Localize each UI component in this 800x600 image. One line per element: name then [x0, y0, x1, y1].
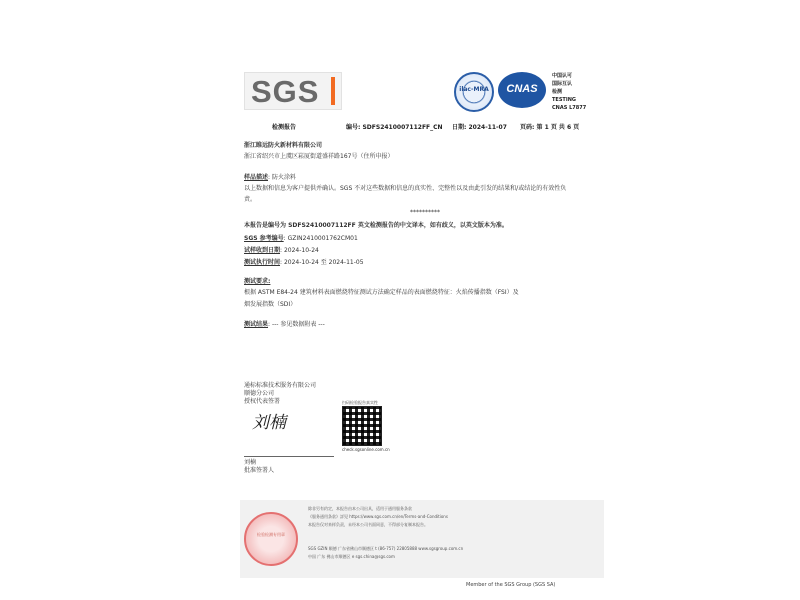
ilac-mra-logo	[454, 72, 494, 112]
requirement-line-2: 烟发展指数（SDI）	[244, 301, 297, 308]
signature-line	[244, 456, 334, 457]
sgs-logo-accent	[331, 77, 335, 105]
client-address: 浙江省绍兴市上虞区崧厦街道盛祥路167号（住所申报）	[244, 153, 394, 160]
sample-description: 样品描述: 防火涂料	[244, 174, 296, 181]
signatory-company-block	[244, 382, 316, 406]
handwritten-signature: 刘楠	[252, 413, 286, 433]
test-result: 测试结果: --- 参见数据附表 ---	[244, 321, 325, 328]
stamp-text: 检验检测专用章	[257, 532, 285, 537]
received-label: 试样收到日期	[244, 247, 281, 254]
sgs-logo	[244, 72, 342, 110]
testing-period: 测试执行时间: 2024-10-24 至 2024-11-05	[244, 259, 364, 266]
qr-bottom-label: check.sgsonline.com.cn	[342, 447, 390, 452]
footer-line-3: 本报告仅对来样负责，未经本公司书面同意，不得部分复制本报告。	[308, 522, 428, 527]
signatory-title: 批准签署人	[244, 467, 275, 474]
client-name: 浙江睢远防火新材料有限公司	[244, 142, 323, 149]
received-value: 2024-10-24	[283, 247, 319, 254]
signatory-company: 通标标准技术服务有限公司	[244, 382, 317, 389]
result-label: 测试结果	[244, 321, 269, 328]
disclaimer-text: 以上数据和信息为客户提供并确认。SGS 不对这些数据和信息的真实性、完整性以及由此引发的结果和/或结论的有效性负责。	[244, 185, 567, 203]
sgs-logo-text: SGS	[251, 74, 320, 109]
sample-received-date: 试样收到日期: 2024-10-24	[244, 247, 319, 254]
footer-line-5: 中国 广东 佛山市顺德区 e sgs.china@sgs.com	[308, 554, 395, 559]
report-number: 编号: SDFS2410007112FF_CN	[346, 124, 443, 131]
cnas-label: CNAS	[506, 83, 538, 95]
qr-top-label: 扫码检验报告真实性	[342, 400, 378, 405]
sgs-reference-value: GZIN2410001762CM01	[287, 235, 358, 242]
report-page	[234, 58, 606, 588]
requirement-label: 测试要求:	[244, 278, 271, 285]
signatory-name: 刘楠	[244, 459, 257, 466]
ilac-mra-label: ilac-MRA	[459, 86, 489, 93]
signatory-role: 授权代表签署	[244, 398, 281, 405]
signatory-branch: 顺德分公司	[244, 390, 275, 397]
footer-line-4: SGS GZIN 顺德 广东省佛山市顺德区 t (86-757) 22805888 www.sgsgroup.com.cn	[308, 546, 464, 551]
report-date: 日期: 2024-11-07	[452, 124, 507, 131]
translation-note: 本报告是编号为 SDFS2410007112FF 英文检测报告的中文译本，如有歧义，以英文版本为准。	[244, 222, 508, 229]
separator-stars: **********	[410, 209, 440, 216]
footer-line-2[interactable]: 《服务通用条款》詳见 https://www.sgs.com.cn/en/Terms-and-Conditions	[308, 514, 448, 519]
sgs-group-member: Member of the SGS Group (SGS SA)	[466, 582, 556, 588]
inspection-stamp	[244, 512, 298, 566]
cnas-logo	[498, 72, 546, 108]
report-title: 检测报告	[272, 124, 297, 131]
signatory-name-block	[244, 459, 274, 475]
sample-value: 防火涂料	[271, 174, 296, 181]
footer-line-1: 除非另有约定，本报告由本公司出具，适用于通用服务条款	[308, 506, 412, 511]
verification-qr-code[interactable]	[342, 406, 382, 446]
report-page-count: 页码: 第 1 页 共 6 页	[520, 124, 580, 131]
sgs-reference: SGS 参考编号: GZIN2410001762CM01	[244, 235, 358, 242]
requirement-line-1: 根据 ASTM E84-24 建筑材料表面燃烧特征测试方法确定样品的表面燃烧特征：火焰传播指数（FSI）及	[244, 289, 519, 296]
testing-period-label: 测试执行时间	[244, 259, 281, 266]
result-value: --- 参见数据附表 ---	[271, 321, 325, 328]
sgs-reference-label: SGS 参考编号	[244, 235, 284, 242]
testing-period-value: 2024-10-24 至 2024-11-05	[283, 259, 364, 266]
sample-label: 样品描述	[244, 174, 269, 181]
cnas-accreditation-text: 中国认可 国际互认 检测 TESTING CNAS L7877	[552, 73, 587, 111]
